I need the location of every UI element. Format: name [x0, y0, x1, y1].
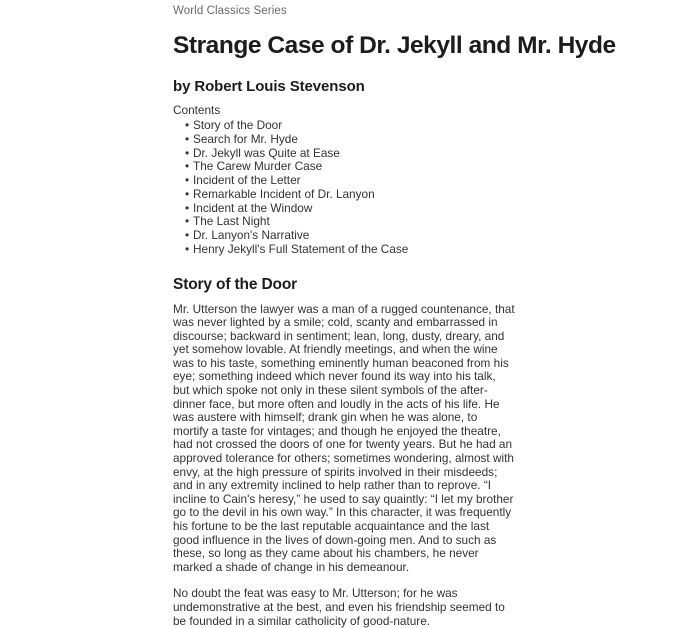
list-item-label: Story of the Door [193, 118, 283, 132]
list-item[interactable] [173, 174, 515, 188]
bullet-icon: • [185, 131, 190, 146]
chapter-heading: Story of the Door [173, 275, 298, 293]
list-item[interactable] [173, 202, 515, 216]
list-item[interactable] [173, 243, 515, 257]
list-item-label: Dr. Lanyon's Narrative [193, 228, 310, 242]
body-paragraph: No doubt the feat was easy to Mr. Utterson; for he was undemonstrative at the best, and even his friendship seemed to be founded in a similar catholicity of good-nature. [173, 586, 505, 628]
list-item-label: Henry Jekyll's Full Statement of the Case [193, 241, 409, 256]
contents-list [173, 119, 515, 257]
list-item[interactable] [173, 147, 515, 161]
list-item[interactable] [173, 119, 515, 133]
bullet-icon: • [185, 214, 190, 229]
list-item[interactable] [173, 188, 515, 202]
bullet-icon: • [185, 200, 190, 215]
list-item-label: Incident at the Window [193, 200, 313, 215]
contents-label: Contents [173, 103, 221, 117]
list-item-label: Remarkable Incident of Dr. Lanyon [193, 186, 375, 201]
list-item[interactable] [173, 133, 515, 147]
list-item[interactable] [173, 215, 515, 229]
bullet-icon: • [185, 118, 190, 132]
list-item[interactable] [173, 160, 515, 174]
bullet-icon: • [185, 228, 190, 242]
bullet-icon: • [185, 145, 190, 160]
bullet-icon: • [185, 159, 190, 174]
list-item-label: Incident of the Letter [193, 173, 301, 187]
document-content-column [173, 4, 616, 628]
list-item[interactable] [173, 229, 515, 243]
list-item-label: Dr. Jekyll was Quite at Ease [193, 145, 340, 160]
list-item-label: The Last Night [193, 214, 270, 229]
bullet-icon: • [185, 186, 190, 201]
author-byline: by Robert Louis Stevenson [173, 78, 365, 95]
list-item-label: Search for Mr. Hyde [193, 131, 298, 146]
series-label: World Classics Series [173, 5, 287, 17]
bullet-icon: • [185, 173, 190, 187]
list-item-label: The Carew Murder Case [193, 159, 323, 174]
body-paragraph: Mr. Utterson the lawyer was a man of a rugged countenance, that was never lighted by a smile; cold, scanty and embarrassed in discourse; backward in sentiment; lean, long, dusty, dreary, and yet somehow lovable. At friendly meetings, and when the wine was to his taste, something eminently human beaconed from his eye; something indeed which never found its way into his talk, but which spoke not only in these silent symbols of the after-dinner face, but more often and loudly in the acts of his life. He was austere with himself; drank gin when he was alone, to mortify a taste for vintages; and though he enjoyed the theatre, had not crossed the doors of one for twenty years. But he had an approved tolerance for others; sometimes wondering, almost with envy, at the high pressure of spirits involved in their misdeeds; and in any extremity inclined to help rather than to reprove. “I incline to Cain's heresy,” he used to say quaintly: “I let my brother go to the devil in his own way.” In this character, it was frequently his fortune to be the last reputable acquaintance and the last good influence in the lives of down-going men. And to such as these, so long as they came about his chambers, he never marked a shade of change in his demeanour. [173, 301, 515, 574]
page-title: Strange Case of Dr. Jekyll and Mr. Hyde [173, 32, 616, 59]
bullet-icon: • [185, 241, 190, 256]
